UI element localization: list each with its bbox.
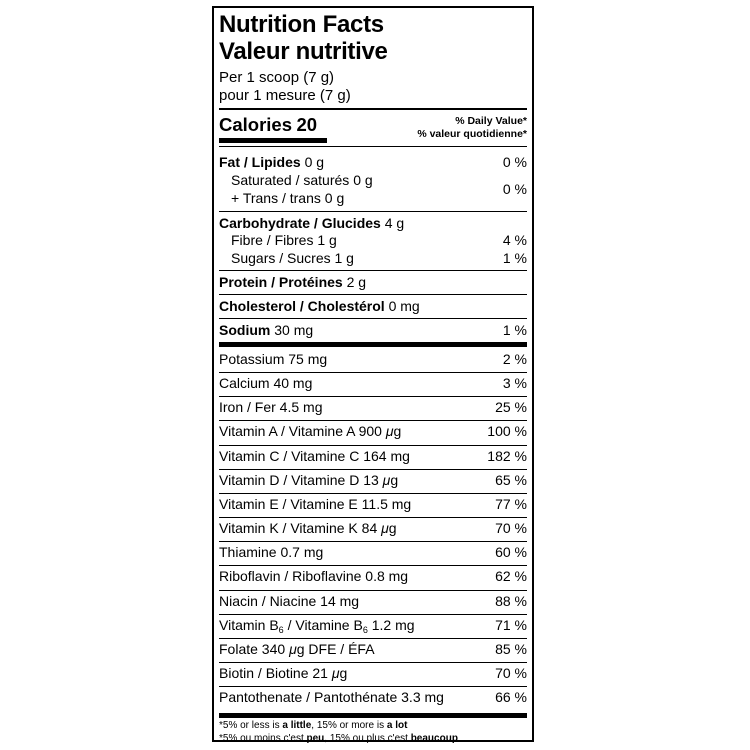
fat-amount: 0 g [304, 154, 325, 170]
divider [219, 565, 527, 566]
micronutrient-pct: 100 % [487, 423, 527, 440]
fibre-pct: 4 % [502, 232, 527, 248]
micronutrient-row [219, 447, 527, 465]
calories-label: Calories [219, 114, 293, 135]
micronutrient-name: Vitamin E / Vitamine E 11.5 mg [219, 495, 412, 512]
footnote-en-text: , 15% or more is [311, 720, 387, 731]
footnote-en-text: *5% or less is [219, 720, 283, 731]
sugars-row [219, 249, 527, 267]
sodium-label: Sodium [219, 322, 271, 338]
divider [219, 469, 527, 470]
micronutrient-pct: 66 % [495, 689, 527, 706]
divider [219, 614, 527, 615]
divider [219, 662, 527, 663]
micronutrient-name: Thiamine 0.7 mg [219, 544, 324, 561]
daily-value-header-en: % Daily Value* [455, 115, 527, 127]
micronutrient-name: Vitamin K / Vitamine K 84 μg [219, 520, 397, 537]
divider [219, 638, 527, 639]
micronutrient-pct: 88 % [495, 592, 527, 609]
fibre-label: Fibre / Fibres [231, 232, 314, 248]
micronutrient-pct: 60 % [495, 544, 527, 561]
divider [219, 445, 527, 446]
trans-label: + Trans / trans [231, 190, 321, 206]
micronutrient-row [219, 688, 527, 706]
micronutrient-row [219, 422, 527, 440]
divider [219, 541, 527, 542]
micronutrient-row [219, 519, 527, 537]
micronutrient-name: Potassium 75 mg [219, 351, 328, 367]
cholesterol-amount: 0 mg [388, 298, 420, 314]
serving-size-fr: pour 1 mesure (7 g) [219, 87, 351, 104]
divider [219, 517, 527, 518]
micronutrient-row [219, 471, 527, 489]
micronutrient-name: Vitamin $B_6$ / Vitamine $B_6$ 1.2 mg [219, 616, 415, 635]
thick-divider [219, 342, 527, 347]
micronutrient-name: Calcium 40 mg [219, 375, 313, 392]
sugars-amount: 1 g [334, 250, 354, 266]
footnote-fr-bold: peu [306, 733, 325, 744]
micronutrient-row [219, 640, 527, 658]
fat-row [219, 153, 527, 171]
sugars-pct: 1 % [502, 250, 527, 266]
micronutrient-row [219, 664, 527, 682]
micronutrient-row [219, 398, 527, 416]
micronutrient-name: Vitamin C / Vitamine C 164 mg [219, 447, 410, 464]
divider [219, 211, 527, 212]
divider [219, 396, 527, 397]
divider [219, 294, 527, 295]
footnote-fr-bold: beaucoup [410, 733, 458, 744]
footnote-fr [219, 732, 527, 745]
footnote-en-bold: a lot [386, 720, 408, 731]
footnote-en-bold: a little [282, 720, 312, 731]
calories-underline [219, 138, 327, 143]
divider [219, 318, 527, 319]
sat-trans-pct-row [503, 180, 527, 198]
saturated-row [219, 171, 527, 189]
divider [219, 270, 527, 271]
divider [219, 108, 527, 110]
fibre-amount: 1 g [317, 232, 337, 248]
divider [219, 146, 527, 147]
divider [219, 493, 527, 494]
micronutrient-pct: 77 % [495, 495, 527, 512]
micronutrient-name: Niacin / Niacine 14 mg [219, 592, 360, 609]
micronutrient-name: Vitamin D / Vitamine D 13 μg [219, 471, 399, 488]
divider [219, 590, 527, 591]
micronutrient-row [219, 543, 527, 561]
micronutrient-pct: 25 % [495, 399, 527, 416]
micronutrient-pct: 182 % [487, 447, 527, 464]
calories-value: 20 [296, 114, 318, 135]
micronutrient-name: Biotin / Biotine 21 μg [219, 664, 348, 681]
trans-amount: 0 g [324, 190, 345, 206]
sodium-row [219, 321, 527, 339]
fat-pct: 0 % [502, 154, 527, 170]
micronutrient-pct: 70 % [495, 664, 527, 681]
footnote-en [219, 719, 527, 732]
cholesterol-row [219, 297, 527, 315]
fibre-row [219, 231, 527, 249]
divider [219, 686, 527, 687]
micronutrient-pct: 71 % [495, 616, 527, 633]
micronutrient-name: Vitamin A / Vitamine A 900 μg [219, 423, 402, 440]
sat-trans-pct: 0 % [502, 181, 527, 197]
divider [219, 372, 527, 373]
carb-row [219, 214, 527, 232]
micronutrient-pct: 85 % [495, 640, 527, 657]
micronutrient-name: Iron / Fer 4.5 mg [219, 399, 323, 416]
micronutrient-row [219, 495, 527, 513]
divider [219, 420, 527, 421]
footnote-fr-text: , 15% ou plus c'est [324, 733, 411, 744]
micronutrient-row [219, 350, 527, 368]
saturated-amount: 0 g [353, 172, 373, 188]
sodium-amount: 30 mg [274, 322, 314, 338]
micronutrient-name: Pantothenate / Pantothénate 3.3 mg [219, 689, 444, 706]
nutrition-facts-panel [212, 6, 534, 742]
sodium-pct: 1 % [502, 322, 527, 338]
micronutrient-pct: 2 % [502, 351, 527, 367]
micronutrient-name: Riboflavin / Riboflavine 0.8 mg [219, 568, 409, 585]
micronutrient-pct: 62 % [495, 568, 527, 585]
protein-label: Protein / Protéines [219, 274, 343, 290]
micronutrient-name: Folate 340 μg DFE / ÉFA [219, 640, 375, 657]
daily-value-header-fr: % valeur quotidienne* [417, 128, 527, 140]
carb-label: Carbohydrate / Glucides [219, 215, 381, 231]
micronutrient-pct: 65 % [495, 471, 527, 488]
micronutrient-row [219, 616, 527, 634]
micronutrient-pct: 70 % [495, 520, 527, 537]
fat-label: Fat / Lipides [219, 154, 301, 170]
footnote-fr-text: *5% ou moins c'est [219, 733, 307, 744]
sugars-label: Sugars / Sucres [231, 250, 331, 266]
micronutrient-row [219, 567, 527, 585]
protein-row [219, 273, 527, 291]
micronutrient-row [219, 592, 527, 610]
serving-size-en: Per 1 scoop (7 g) [219, 69, 335, 86]
title-fr: Valeur nutritive [219, 38, 388, 65]
title-en: Nutrition Facts [219, 11, 384, 38]
micronutrient-row [219, 374, 527, 392]
thick-divider [219, 713, 527, 718]
micronutrient-pct: 3 % [502, 375, 527, 392]
protein-amount: 2 g [346, 274, 367, 290]
saturated-label: Saturated / saturés [231, 172, 350, 188]
carb-amount: 4 g [384, 215, 405, 231]
trans-row [219, 189, 527, 207]
cholesterol-label: Cholesterol / Cholestérol [219, 298, 385, 314]
